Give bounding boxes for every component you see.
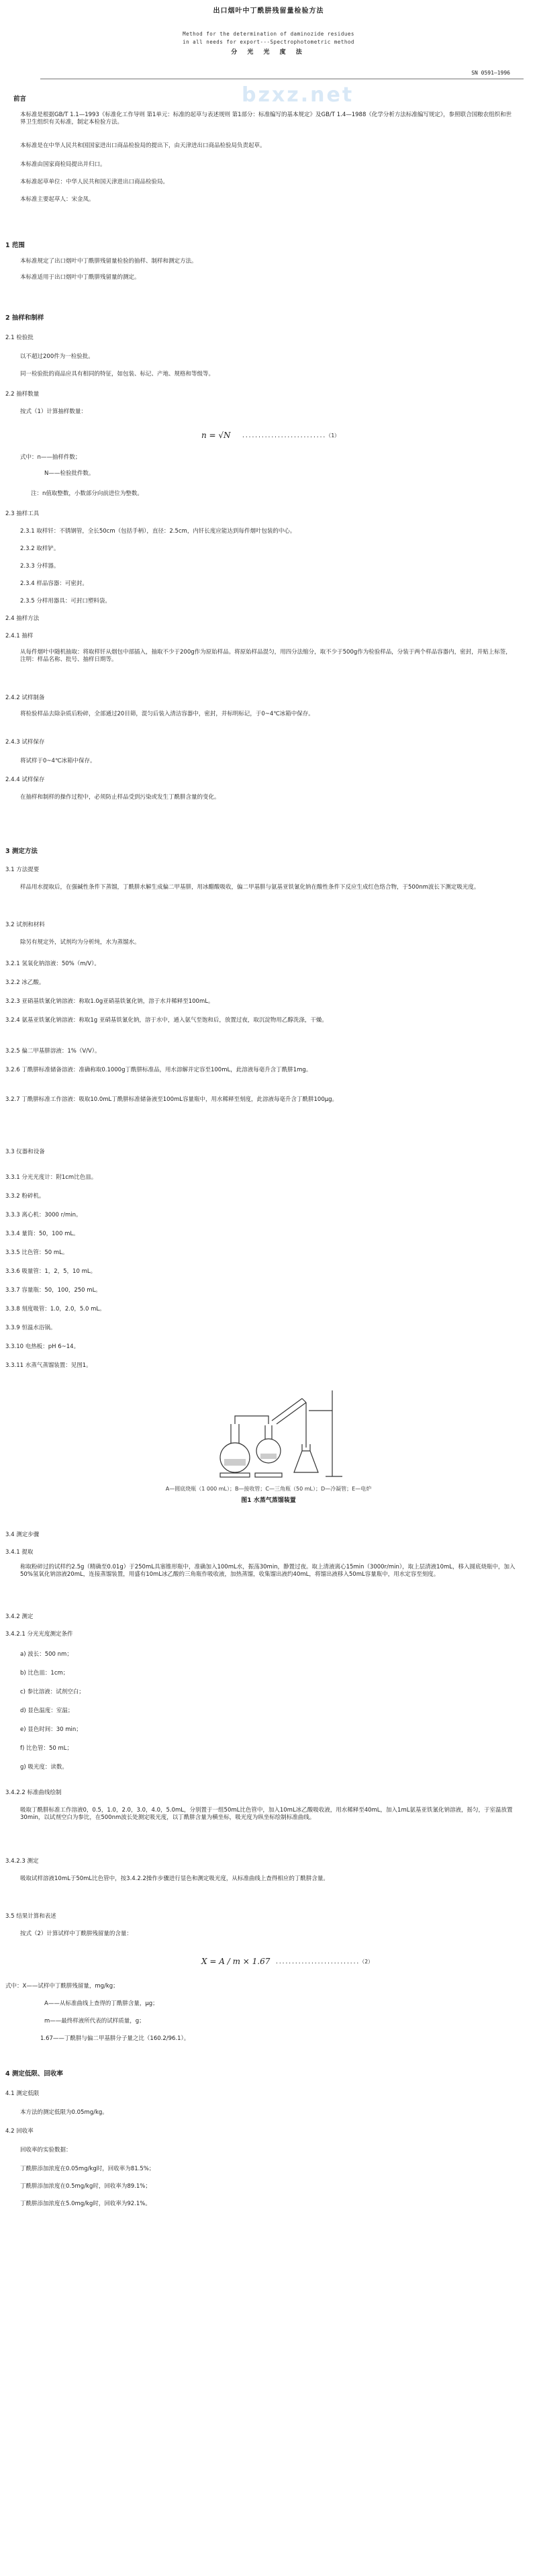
condition-b: b) 比色皿：1cm； [20, 1670, 69, 1677]
section-3-4-2-2-text: 吸取丁酰肼标准工作溶液0，0.5，1.0，2.0，3.0，4.0，5.0mL，分别置于一组50mL比色管中，加入10mL冰乙酸吸收液，用水稀释至40mL，加入1mL氨基亚铁氰化钠溶液，摇匀，于室温放置30min，以试剂空白为参比，在500nm波长处测定吸光度，以丁酰肼含量为横坐标，吸光度为纵坐标绘制标准曲线。 [20, 1807, 513, 1822]
formula-2: X = A / m × 1.67 [201, 1957, 271, 1966]
standard-number: SN 0591—1996 [471, 70, 510, 76]
section-3-2-2: 3.2.2 冰乙酸。 [5, 979, 45, 986]
section-1-paragraph-1: 本标准规定了出口烟叶中丁酰肼残留量检验的抽样、制样和测定方法。 [20, 258, 197, 265]
section-1-paragraph-2: 本标准适用于出口烟叶中丁酰肼残留量的测定。 [20, 274, 140, 281]
section-2-1-heading: 2.1 检验批 [5, 335, 34, 341]
section-3-4-2-heading: 3.4.2 测定 [5, 1613, 34, 1620]
section-3-2-heading: 3.2 试剂和材料 [5, 922, 45, 928]
section-2-3-5: 2.3.5 分样用器具：可封口塑料袋。 [20, 598, 111, 605]
section-3-3-heading: 3.3 仪器和设备 [5, 1149, 45, 1155]
formula-2-where-line3: m——最终样液所代表的试样质量，g； [44, 2018, 145, 2025]
section-2-3-1: 2.3.1 取样钎：不锈钢管，全长50cm（包括手柄），直径：2.5cm，内钎长度应能达到每件烟叶包装的中心。 [20, 528, 296, 535]
section-3-2-7: 3.2.7 丁酰肼标准工作溶液：吸取10.0mL丁酰肼标准储备液至100mL容量瓶中，用水稀释至刻度，此溶液每毫升含丁酰肼100μg。 [5, 1096, 338, 1103]
document-title-cn: 出口烟叶中丁酰肼残留量检验方法 [213, 7, 324, 15]
formula-2-where-line1: 式中：X——试样中丁酰肼残留量，mg/kg； [5, 1983, 119, 1990]
section-3-1-text: 样品用水提取后，在强碱性条件下蒸馏，丁酰肼水解生成偏二甲基肼，用冰醋酸吸收，偏二甲基肼与氨基亚铁氰化钠在酸性条件下反应生成红色络合物，于500nm波长下测定吸光度。 [20, 884, 480, 891]
section-2-4-1-heading: 2.4.1 抽样 [5, 633, 34, 639]
section-2-4-1-text: 从每件烟叶中随机抽取：将取样钎从烟包中部插入，抽取不少于200g作为原始样品。将原始样品混匀，用四分法缩分，取不少于500g作为检验样品，分装于两个样品容器内，密封，并贴上标签，注明：样品名称、批号、抽样日期等。 [20, 649, 511, 664]
section-4-1-heading: 4.1 测定低限 [5, 2090, 40, 2097]
section-3-3-8: 3.3.8 刻度吸管：1.0，2.0，5.0 mL。 [5, 1306, 105, 1313]
section-4-2-text: 回收率的实验数据： [20, 2147, 72, 2153]
formula-1-where-line1: 式中：n——抽样件数； [20, 454, 81, 461]
document-title-en-line2: in all needs for export---Spectrophotometric method [183, 39, 354, 45]
section-2-3-heading: 2.3 抽样工具 [5, 510, 40, 517]
section-2-4-3-text: 将试样于0~4℃冰箱中保存。 [20, 758, 96, 764]
section-2-4-2-heading: 2.4.2 试样制备 [5, 695, 45, 701]
condition-c: c) 参比溶液：试剂空白； [20, 1689, 85, 1695]
formula-1-where-line2: N——检验批件数。 [44, 470, 95, 477]
section-3-4-1-heading: 3.4.1 提取 [5, 1549, 34, 1556]
condition-d: d) 显色温度：室温； [20, 1707, 74, 1714]
section-2-3-2: 2.3.2 取样铲。 [20, 545, 60, 552]
formula-2-number: ..........................（2） [275, 1959, 374, 1965]
section-3-4-2-3-text: 吸取试样溶液10mL于50mL比色管中，按3.4.2.2操作步骤进行显色和测定吸光度，从标准曲线上查得相应的丁酰肼含量。 [20, 1875, 329, 1882]
section-3-2-4: 3.2.4 氨基亚铁氰化钠溶液：称取1g 亚硝基铁氰化钠，溶于水中，通入氨气至饱和后，放置过夜，取沉淀物用乙醇洗涤，干燥。 [5, 1017, 328, 1024]
section-3-4-heading: 3.4 测定步骤 [5, 1531, 40, 1538]
section-3-2-3: 3.2.3 亚硝基铁氰化钠溶液：称取1.0g亚硝基铁氰化钠，溶于水并稀释至100mL。 [5, 998, 214, 1005]
section-3-5-heading: 3.5 结果计算和表述 [5, 1913, 56, 1920]
section-4-1-text: 本方法的测定低限为0.05mg/kg。 [20, 2109, 108, 2116]
formula-1-number: ..........................（1） [242, 433, 340, 439]
section-3-3-5: 3.3.5 比色管：50 mL。 [5, 1249, 68, 1256]
section-3-heading: 3 测定方法 [5, 848, 38, 855]
section-2-4-4-heading: 2.4.4 试样保存 [5, 776, 45, 783]
section-2-1-text-1: 以不超过200件为一检验批。 [20, 353, 94, 360]
section-4-2-heading: 4.2 回收率 [5, 2128, 34, 2135]
section-2-3-4: 2.3.4 样品容器：可密封。 [20, 580, 88, 587]
section-2-2-note: 注：n值取整数，小数部分向前进位为整数。 [31, 490, 143, 497]
recovery-line-a: 丁酰肼添加浓度在0.05mg/kg时，回收率为81.5%； [20, 2166, 155, 2172]
foreword-paragraph-2: 本标准是在中华人民共和国国家进出口商品检验局的提出下，由天津进出口商品检验局负责起草。 [20, 142, 266, 149]
section-3-3-2: 3.3.2 粉碎机。 [5, 1193, 45, 1200]
section-3-3-3: 3.3.3 离心机：3000 r/min。 [5, 1212, 82, 1218]
formula-2-where-line2: A——从标准曲线上查得的丁酰肼含量，μg； [44, 2000, 158, 2007]
section-3-2-text: 除另有规定外，试剂均为分析纯，水为蒸馏水。 [20, 939, 140, 946]
foreword-paragraph-4: 本标准起草单位：中华人民共和国天津进出口商品检验局。 [20, 179, 169, 185]
recovery-line-b: 丁酰肼添加浓度在0.5mg/kg时，回收率为89.1%； [20, 2183, 151, 2190]
foreword-paragraph-1: 本标准是根据GB/T 1.1—1993《标准化工作导则 第1单元：标准的起草与表述规则 第1部分：标准编写的基本规定》及GB/T 1.4—1988《化学分析方法标准编写规定》，参照联合国粮农组织和世界卫生组织有关标准，制定本检验方法。 [20, 112, 512, 126]
section-3-2-5: 3.2.5 偏二甲基肼溶液：1%（V/V）。 [5, 1048, 101, 1055]
recovery-line-c: 丁酰肼添加浓度在5.0mg/kg时，回收率为92.1%。 [20, 2201, 151, 2207]
section-3-3-4: 3.3.4 量筒：50，100 mL。 [5, 1231, 79, 1237]
foreword-paragraph-3: 本标准由国家商检局提出并归口。 [20, 161, 106, 168]
section-2-4-2-text: 将检验样品去除杂质后粉碎，全部通过20目筛，混匀后装入清洁容器中，密封，并标明标记，于0~4℃冰箱中保存。 [20, 711, 314, 717]
section-2-4-heading: 2.4 抽样方法 [5, 615, 40, 622]
foreword-heading: 前言 [13, 95, 27, 103]
foreword-paragraph-5: 本标准主要起草人：宋金凤。 [20, 196, 95, 203]
section-3-4-2-2-heading: 3.4.2.2 标准曲线绘制 [5, 1789, 62, 1796]
distillation-apparatus-figure [208, 1384, 349, 1481]
section-3-3-9: 3.3.9 恒温水浴锅。 [5, 1325, 56, 1331]
document-title-en-line1: Method for the determination of daminozide residues [183, 31, 354, 37]
formula-1: n = √N [201, 431, 231, 440]
section-3-4-2-3-heading: 3.4.2.3 测定 [5, 1858, 39, 1865]
figure-caption: 图1 水蒸气蒸馏装置 [241, 1497, 296, 1504]
section-3-2-6: 3.2.6 丁酰肼标准储备溶液：准确称取0.1000g丁酰肼标准品，用水溶解并定容至100mL，此溶液每毫升含丁酰肼1mg。 [5, 1067, 312, 1073]
section-3-4-1-text: 称取粉碎过的试样约2.5g（精确至0.01g）于250mL具塞锥形瓶中，准确加入100mL水，振荡30min，静置过夜。取上清液离心15min（3000r/min），取上层清液10mL，移入圆底烧瓶中，加入50%氢氧化钠溶液20mL，连接蒸馏装置，用盛有10mL冰乙酸的三角瓶作吸收液，加热蒸馏，收集馏出液约40mL，将馏出液移入50mL容量瓶中，用水定容至刻度。 [20, 1564, 516, 1579]
condition-e: e) 显色时间：30 min； [20, 1726, 82, 1733]
section-2-3-3: 2.3.3 分样器。 [20, 563, 60, 570]
section-3-3-10: 3.3.10 电热板：pH 6~14。 [5, 1343, 80, 1350]
section-3-3-1: 3.3.1 分光光度计：附1cm比色皿。 [5, 1174, 97, 1181]
section-2-heading: 2 抽样和制样 [5, 314, 44, 322]
watermark-text: bzxz.net [242, 83, 354, 107]
figure-legend: A—圆底烧瓶（1 000 mL）；B—接收管；C—三角瓶（50 mL）；D—冷凝管；E—电炉 [165, 1486, 372, 1492]
section-3-2-1: 3.2.1 氢氧化钠溶液：50%（m/V）。 [5, 961, 100, 967]
section-3-4-2-1-heading: 3.4.2.1 分光光度测定条件 [5, 1631, 73, 1638]
section-2-2-text: 按式（1）计算抽样数量： [20, 408, 87, 415]
section-2-1-text-2: 同一检验批的商品应具有相同的特征，如包装、标记、产地、规格和等级等。 [20, 371, 215, 377]
condition-a: a) 波长：500 nm； [20, 1651, 72, 1658]
condition-f: f) 比色管：50 mL； [20, 1745, 73, 1752]
section-3-1-heading: 3.1 方法提要 [5, 867, 40, 873]
section-3-3-7: 3.3.7 容量瓶：50，100，250 mL。 [5, 1287, 101, 1294]
formula-2-where-line4: 1.67——丁酰肼与偏二甲基肼分子量之比（160.2/96.1）。 [40, 2035, 190, 2042]
section-3-3-6: 3.3.6 吸量管：1，2，5，10 mL。 [5, 1268, 97, 1275]
section-2-4-3-heading: 2.4.3 试样保存 [5, 739, 45, 746]
section-2-2-heading: 2.2 抽样数量 [5, 391, 40, 398]
document-subtitle: 分 光 光 度 法 [231, 49, 306, 56]
section-3-5-text: 按式（2）计算试样中丁酰肼残留量的含量： [20, 1930, 132, 1937]
section-4-heading: 4 测定低限、回收率 [5, 2070, 63, 2078]
condition-g: g) 吸光度：读数。 [20, 1764, 68, 1771]
section-1-heading: 1 范围 [5, 242, 25, 249]
section-3-3-11: 3.3.11 水蒸气蒸馏装置：见图1。 [5, 1362, 92, 1369]
section-2-4-4-text: 在抽样和制样的操作过程中，必须防止样品受到污染或发生丁酰肼含量的变化。 [20, 794, 220, 801]
